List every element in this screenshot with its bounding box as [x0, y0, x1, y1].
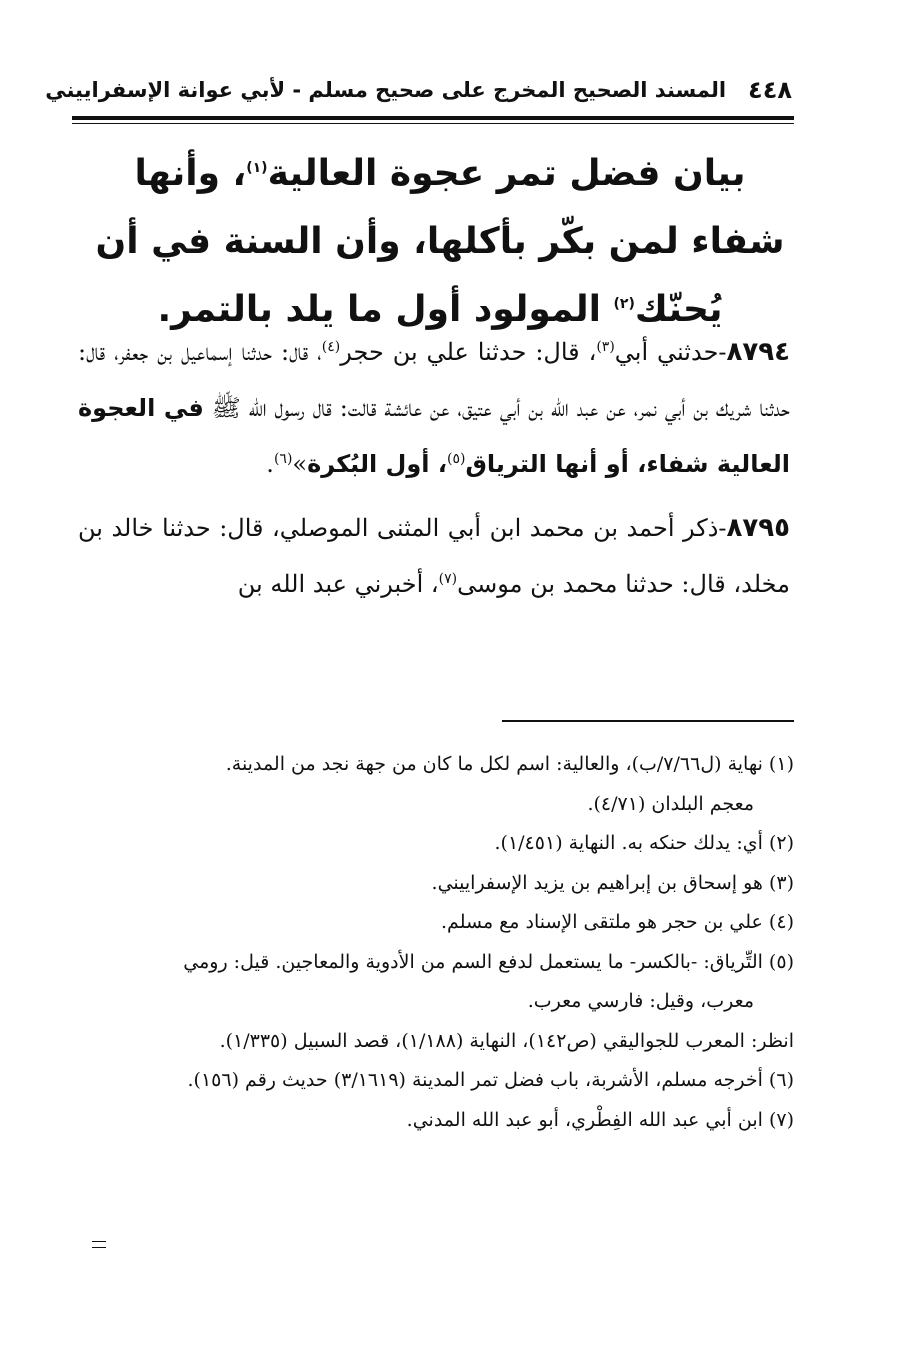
hadith-text: ، قال: حدثنا إسماعيل بن جعفر، قال: حدثنا شريك بن أبي نمر، عن عبد الله بن أبي عتيق، عن عائشة قالت: قال رسول الله ﷺ — [78, 338, 790, 422]
hadith-number: ٨٧٩٤ — [726, 337, 791, 367]
closing-quote: » — [292, 450, 308, 478]
footnote-3: (٣) هو إسحاق بن إبراهيم بن يزيد الإسفراييني. — [431, 871, 794, 894]
footnote-1: (١) نهاية (ل٧/٦٦/ب)، والعالية: اسم لكل ما كان من جهة نجد من المدينة. — [225, 753, 794, 775]
footnote-5-continued: معرب، وقيل: فارسي معرب. — [527, 990, 754, 1012]
header-rule-thin — [72, 123, 794, 124]
running-header — [45, 68, 792, 112]
footnote-ref-2: (٢) — [613, 296, 635, 312]
hadith-number: ٨٧٩٥ — [726, 513, 790, 543]
chapter-heading-part3: المولود أول ما يلد بالتمر. — [157, 289, 614, 330]
footnote-5: (٥) التِّرياق: -بالكسر- ما يستعمل لدفع السم من الأدوية والمعاجين. قيل: رومي — [183, 950, 794, 973]
footnote-ref-4: (٤) — [321, 339, 341, 355]
hadith-matn: في العجوة العالية شفاء، أو أنها الترياق — [78, 394, 790, 478]
main-text — [78, 324, 790, 620]
hadith-text: . — [266, 450, 274, 478]
hadith-text: ، أخبرني عبد الله بن — [237, 570, 439, 598]
chapter-heading — [90, 140, 790, 344]
hadith-text: ، قال: حدثنا علي بن حجر — [340, 338, 597, 366]
header-rule-thick — [72, 116, 794, 120]
page-number: ٤٤٨ — [748, 76, 792, 104]
footnote-ref-7: (٧) — [438, 571, 458, 587]
footnote-ref-3: (٣) — [596, 339, 615, 355]
hadith-text: -حدثني أبي — [614, 338, 727, 366]
footnote-7: (٧) ابن أبي عبد الله الفِطْري، أبو عبد الله المدني. — [406, 1108, 794, 1131]
footnote-5-sources: انظر: المعرب للجواليقي (ص١٤٢)، النهاية (١/١٨٨)، قصد السبيل (١/٣٣٥). — [219, 1029, 794, 1052]
page-end-mark — [92, 1241, 106, 1248]
footnote-separator — [502, 720, 794, 722]
footnote-6: (٦) أخرجه مسلم، الأشربة، باب فضل تمر المدينة (٣/١٦١٩) حديث رقم (١٥٦). — [187, 1069, 794, 1091]
chapter-heading-part2: ، وأنها شفاء لمن بكّر بأكلها، وأن السنة في أن يُحنّك — [95, 153, 785, 330]
running-title: المسند الصحيح المخرج على صحيح مسلم - لأبي عوانة الإسفراييني — [45, 78, 727, 102]
footnote-ref-6: (٦) — [273, 451, 293, 467]
footnote-ref-1: (١) — [246, 160, 268, 176]
footnotes — [84, 745, 794, 1140]
chapter-heading-part1: بيان فضل تمر عجوة العالية — [267, 153, 746, 194]
hadith-8795 — [78, 500, 790, 612]
hadith-matn: ، أول البُكرة — [307, 450, 447, 478]
footnote-1-continued: معجم البلدان (٤/٧١). — [587, 792, 754, 815]
footnote-ref-5: (٥) — [446, 451, 466, 467]
footnote-4: (٤) علي بن حجر هو ملتقى الإسناد مع مسلم. — [441, 911, 794, 933]
hadith-8794 — [78, 324, 790, 492]
footnote-2: (٢) أي: يدلك حنكه به. النهاية (١/٤٥١). — [494, 832, 794, 854]
hadith-text: -ذكر أحمد بن محمد ابن أبي المثنى الموصلي، قال: حدثنا خالد بن مخلد، قال: حدثنا محمد بن موسى — [78, 514, 790, 598]
